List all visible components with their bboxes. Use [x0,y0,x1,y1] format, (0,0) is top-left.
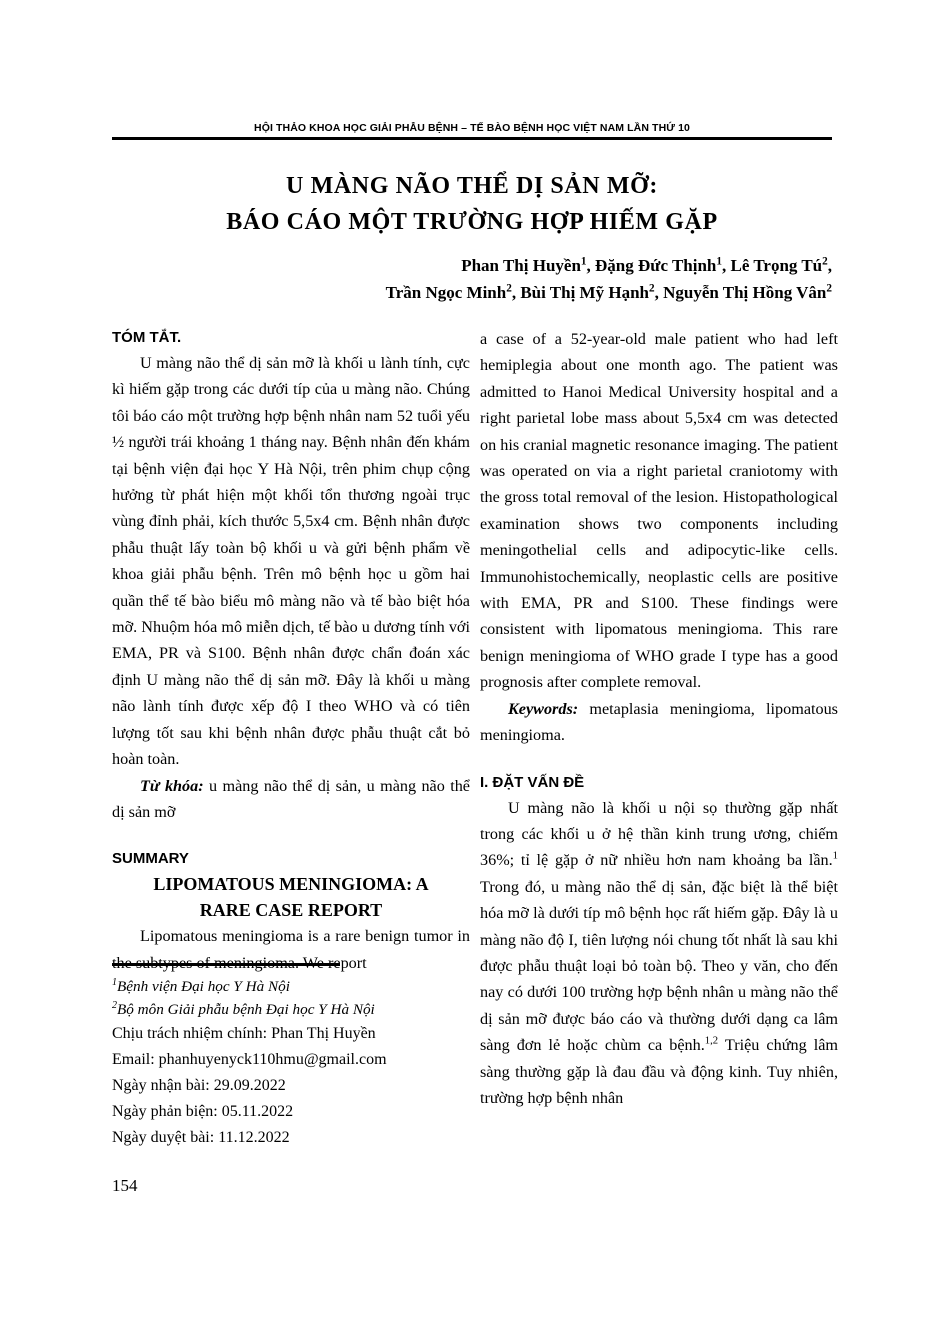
keywords-label-en: Keywords: [508,699,579,718]
title-line-2: BÁO CÁO MỘT TRƯỜNG HỢP HIẾM GẶP [226,209,718,235]
summary-heading-en: SUMMARY [112,850,189,868]
affiliation-marker: 1 [112,976,118,988]
footnote-block [112,963,470,1151]
spacer [480,749,838,771]
summary-title-line-1: LIPOMATOUS MENINGIOMA: A [153,874,429,895]
page-title [112,168,832,240]
abstract-body-vi: U màng não thể dị sản mỡ là khối u lành tính, cực kì hiếm gặp trong các dưới típ của u màng não. Chúng tôi báo cáo một trường hợp bệnh nhân nam 52 tuổi yếu ½ người trái khoảng 1 tháng nay. Bệnh nhân đến khám tại bệnh viện đại học Y Hà Nội, trên phim chụp cộng hưởng từ phát hiện một khối tổn thương ngoài trục vùng đỉnh phải, kích thước 5,5x4 cm. Bệnh nhân được phẫu thuật lấy toàn bộ khối u và gửi bệnh phẩm về khoa giải phẫu bệnh. Trên mô bệnh học u gồm hai quần thể tế bào biểu mô màng não và tế bào biệt hóa mỡ. Nhuộm hóa mô miễn dịch, tế bào u dương tính với EMA, PR và S100. Bệnh nhân được chẩn đoán xác định U màng não thể dị sản mỡ. Đây là khối u màng não lành tính được xếp độ I theo WHO và có tiên lượng tốt sau khi bệnh nhân được phẫu thuật cắt bỏ hoàn toàn. [112,354,470,769]
author-name: , Đặng Đức Thịnh [586,256,717,275]
author-list [112,252,832,306]
author-name: Phan Thị Huyền [461,256,581,275]
keywords-vi [112,773,470,826]
keywords-en [480,696,838,749]
corresponding-author: Chịu trách nhiệm chính: Phan Thị Huyền [112,1025,376,1042]
footnote-rule [112,963,340,966]
affiliation-marker: 2 [112,999,118,1011]
introduction-text-c: Triệu chứng lâm sàng thường gặp là đau đầu và động kinh. Tuy nhiên, trường hợp bệnh nhân [480,1036,838,1107]
running-head-area [112,122,832,140]
date-accepted: Ngày duyệt bài: 11.12.2022 [112,1129,290,1146]
author-affiliation-marker: 2 [506,282,512,295]
author-affiliation-marker: 2 [822,255,828,268]
affiliation-2-text: Bộ môn Giải phẫu bệnh Đại học Y Hà Nội [117,1001,375,1018]
running-head-text: HỘI THẢO KHOA HỌC GIẢI PHẪU BỆNH – TẾ BÀO BỆNH HỌC VIỆT NAM LẦN THỨ 10 [254,122,690,134]
author-line-1 [112,252,832,279]
right-column [480,326,838,1111]
author-line-2 [112,279,832,306]
date-reviewed: Ngày phản biện: 05.11.2022 [112,1103,294,1120]
header-rule [112,137,832,140]
page-number: 154 [112,1176,138,1195]
author-name: Trần Ngọc Minh [385,283,507,302]
title-line-1: U MÀNG NÃO THỂ DỊ SẢN MỠ: [286,173,658,199]
introduction-body [480,795,838,1112]
citation-marker: 1,2 [704,1034,719,1047]
summary-body-start: Lipomatous meningioma is a rare benign tumor in the subtypes of meningioma. We report [112,927,470,972]
author-affiliation-marker: 1 [580,255,587,268]
keywords-text-vi: u màng não thể dị sản, u màng não thể dị sản mỡ [112,776,470,821]
author-affiliation-marker: 2 [648,282,655,295]
date-received: Ngày nhận bài: 29.09.2022 [112,1077,286,1094]
contact-email: Email: phanhuyenyck110hmu@gmail.com [112,1051,387,1068]
affiliation-1 [112,975,470,998]
spacer [112,825,470,847]
author-affiliation-marker: 1 [716,255,722,268]
author-name: , Lê Trọng Tú [722,256,823,275]
keywords-label-vi: Từ khóa: [140,776,204,795]
summary-body-continued: a case of a 52-year-old male patient who had left hemiplegia about one month ago. The patient was admitted to Hanoi Medical University hospital and a right parietal lobe mass about 5,5x4 cm was detected on his cranial magnetic resonance imaging. The patient was operated on via a right parietal craniotomy with the gross total removal of the lesion. Histopathological examination shows two components including meningothelial cells and adipocytic-like cells. Immunohistochemically, neoplastic cells are positive with EMA, PR and S100. These findings were consistent with lipomatous meningioma. This rare benign meningioma of WHO grade I type has a good prognosis after complete removal. [480,330,838,692]
author-name: , Bùi Thị Mỹ Hạnh [511,283,649,302]
affiliation-2 [112,998,470,1021]
introduction-text-b: Trong đó, u màng não thể dị sản, đặc biệt là thể biệt hóa mỡ là dưới típ mô bệnh học rất hiếm gặp. Đây là u màng não độ I, tiên lượng nói chung tốt nhất là sau khi được phẫu thuật loại bỏ toàn bộ. Theo y văn, cho đến nay có dưới 100 trường hợp bệnh nhân u màng não thể dị sản mỡ được báo cáo và thường dưới dạng ca lâm sàng đơn lẻ hoặc chùm ca bệnh. [480,877,838,1055]
keywords-text-en: metaplasia meningioma, lipomatous meningioma. [480,699,838,745]
summary-title-line-2: RARE CASE REPORT [199,900,383,921]
section-heading-introduction: I. ĐẶT VẤN ĐỀ [480,773,585,791]
left-column [112,326,470,976]
author-name: , Nguyễn Thị Hồng Vân [654,283,827,302]
author-affiliation-marker: 2 [826,282,832,295]
citation-marker: 1 [832,849,838,862]
abstract-heading-vi: TÓM TẮT. [112,329,182,346]
introduction-text-a: U màng não là khối u nội sọ thường gặp nhất trong các khối u ở hệ thần kinh trung ương, chiếm 36%; tỉ lệ gặp ở nữ nhiều hơn nam khoảng ba lần. [480,798,838,870]
affiliation-1-text: Bệnh viện Đại học Y Hà Nội [117,978,290,995]
author-name: , [827,256,832,275]
